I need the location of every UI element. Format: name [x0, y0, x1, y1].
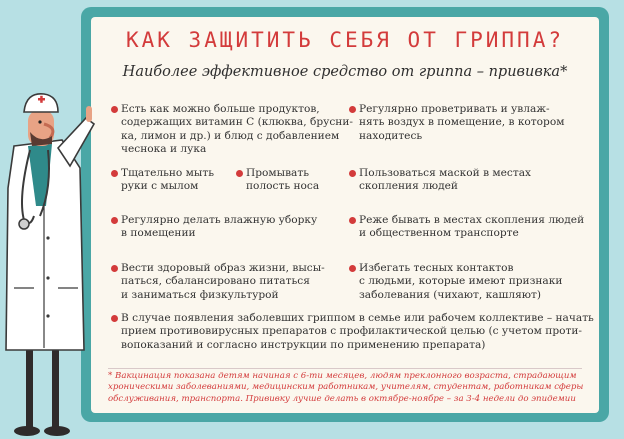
tip-text: Промывать полость носа — [246, 167, 320, 193]
tip-text: В случае появления заболевших гриппом в семье или рабочем коллективе – начать прием противовирусных препаратов с профилактической целью (с учетом проти- вопоказаний и согласно инструкции по применению препарата) — [121, 312, 594, 351]
tip-text: Тщательно мыть руки с мылом — [121, 167, 214, 193]
bullet-dot-icon — [349, 265, 356, 272]
tip-wet-cleaning — [111, 214, 317, 241]
tip-rinse-nose — [236, 167, 319, 194]
bullet-dot-icon — [111, 106, 118, 113]
tip-text: Реже бывать в местах скопления людей и общественном транспорте — [359, 214, 585, 240]
tip-wear-mask — [349, 167, 531, 194]
bullet-dot-icon — [111, 170, 118, 177]
tip-avoid-sick-contacts — [349, 262, 562, 302]
tip-healthy-lifestyle — [111, 262, 325, 302]
tip-antiviral-prevention — [111, 312, 594, 352]
poster-subtitle: Наиболее эффективное средство от гриппа – прививка* — [122, 64, 568, 80]
tip-text: Пользоваться маской в местах скопления людей — [359, 167, 532, 193]
footnote: * Вакцинация показана детям начиная с 6-ти месяцев, людям преклонного возраста, страдающим хроническими заболеваниями, медицинским работникам, учителям, студентам, работникам сферы обслуживания, транспорта. Прививку лучше делать в октябре-ноябре – за 3-4 недели до эпидемии — [108, 371, 584, 404]
tip-ventilate — [349, 103, 564, 143]
tip-vitamin-c — [111, 103, 353, 157]
bullet-dot-icon — [349, 106, 356, 113]
tip-text: Регулярно проветривать и увлаж- нять воздух в помещение, в котором находитесь — [359, 103, 565, 142]
bullet-dot-icon — [111, 265, 118, 272]
tip-text: Избегать тесных контактов с людьми, которые имеют признаки заболевания (чихают, кашляют) — [359, 262, 563, 301]
bullet-dot-icon — [111, 217, 118, 224]
tip-text: Вести здоровый образ жизни, высы- паться, сбалансировано питаться и заниматься физкультурой — [121, 262, 325, 301]
tip-wash-hands — [111, 167, 214, 194]
bullet-dot-icon — [349, 217, 356, 224]
tip-text: Есть как можно больше продуктов, содержащих витамин С (клюква, брусни- ка, лимон и др.) и блюд с добавлением чеснока и лука — [121, 103, 353, 156]
bullet-dot-icon — [236, 170, 243, 177]
bullet-dot-icon — [349, 170, 356, 177]
poster-title: КАК ЗАЩИТИТЬ СЕБЯ ОТ ГРИППА? — [125, 28, 564, 52]
tip-avoid-crowds — [349, 214, 584, 241]
bullet-dot-icon — [111, 315, 118, 322]
doctor-with-stethoscope-icon — [0, 88, 110, 439]
tip-text: Регулярно делать влажную уборку в помещении — [121, 214, 318, 240]
footnote-divider — [108, 368, 582, 369]
